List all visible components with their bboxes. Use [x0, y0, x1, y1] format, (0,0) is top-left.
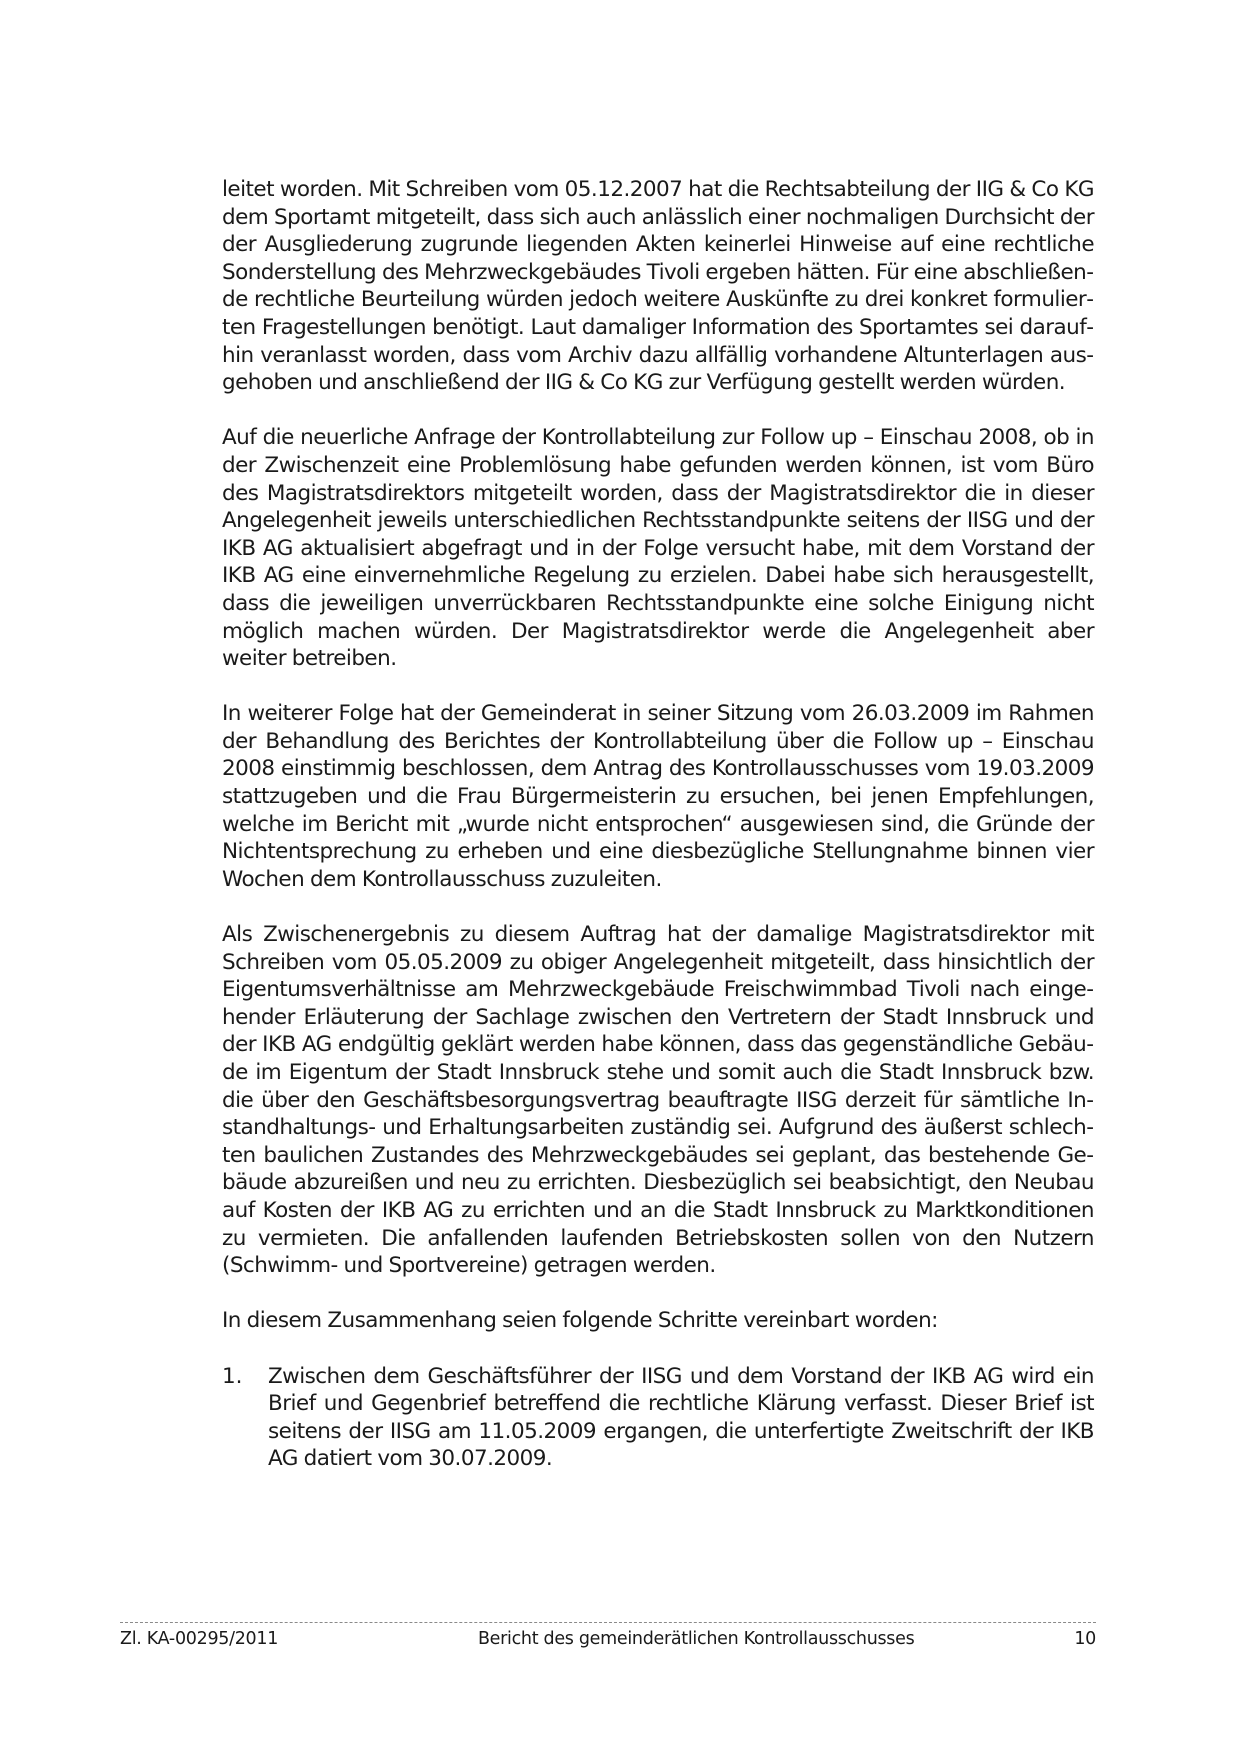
- paragraph-5: In diesem Zusammenhang seien folgende Schritte vereinbart worden:: [222, 1308, 938, 1334]
- paragraph-2: Auf die neuerliche Anfrage der Kontrollabteilung zur Follow up – Einschau 2008, ob in der Zwischenzeit eine Problemlösung habe gefunden werden können, ist vom Büro des Magistratsdirektors mitgeteilt worden, dass der Magistratsdirektor die in dieser Angelegenheit jeweils unterschiedlichen Rechtsstandpunkte seitens der IISG und der IKB AG aktualisiert abgefragt und in der Folge versucht habe, mit dem Vorstand der IKB AG eine einvernehmliche Regelung zu erzielen. Dabei habe sich herausgestellt, dass die jeweiligen unverrückbaren Rechtsstandpunkte eine solche Einigung nicht möglich machen würden. Der Magistratsdirektor werde die Angelegenheit aber weiter betreiben.: [222, 425, 1094, 672]
- footer-title: Bericht des gemeinderätlichen Kontrollausschusses: [477, 1629, 915, 1649]
- list-item-text: Zwischen dem Geschäftsführer der IISG und dem Vorstand der IKB AG wird ein Brief und Gegenbrief betreffend die rechtliche Klärung verfasst. Dieser Brief ist seitens der IISG am 11.05.2009 ergangen, die unterfertigte Zweitschrift der IKB AG datiert vom 30.07.2009.: [268, 1363, 1094, 1472]
- page-number: 10: [1074, 1629, 1096, 1649]
- list-item-number: 1.: [222, 1363, 243, 1389]
- footer-reference: Zl. KA-00295/2011: [120, 1629, 279, 1649]
- numbered-list: [222, 1363, 1094, 1473]
- paragraph-4: Als Zwischenergebnis zu diesem Auftrag hat der damalige Magistratsdirektor mit Schreiben vom 05.05.2009 zu obiger Angelegenheit mitgeteilt, dass hinsichtlich der Eigentumsverhältnisse am Mehrzweckgebäude Freischwimmbad Tivoli nach eingehender Erläuterung der Sachlage zwischen den Vertretern der Stadt Innsbruck und der IKB AG endgültig geklärt werden habe können, dass das gegenständliche Gebäude im Eigentum der Stadt Innsbruck stehe und somit auch die Stadt Innsbruck bzw. die über den Geschäftsbesorgungsvertrag beauftragte IISG derzeit für sämtliche Instandhaltungs- und Erhaltungsarbeiten zuständig sei. Aufgrund des äußerst schlechten baulichen Zustandes des Mehrzweckgebäudes sei geplant, das bestehende Gebäude abzureißen und neu zu errichten. Diesbezüglich sei beabsichtigt, den Neubau auf Kosten der IKB AG zu errichten und an die Stadt Innsbruck zu Marktkonditionen zu vermieten. Die anfallenden laufenden Betriebskosten sollen von den Nutzern (Schwimm- und Sportvereine) getragen werden.: [222, 922, 1094, 1279]
- document-body: [222, 176, 1094, 1473]
- footer-divider: [120, 1622, 1096, 1623]
- list-item: [222, 1363, 1094, 1473]
- page-footer: [120, 1628, 1096, 1650]
- paragraph-1: leitet worden. Mit Schreiben vom 05.12.2007 hat die Rechtsabteilung der IIG & Co KG dem Sportamt mitgeteilt, dass sich auch anlässlich einer nochmaligen Durchsicht der der Ausgliederung zugrunde liegenden Akten keinerlei Hinweise auf eine rechtliche Sonderstellung des Mehrzweckgebäudes Tivoli ergeben hätten. Für eine abschließende rechtliche Beurteilung würden jedoch weitere Auskünfte zu drei konkret formulierten Fragestellungen benötigt. Laut damaliger Information des Sportamtes sei daraufhin veranlasst worden, dass vom Archiv dazu allfällig vorhandene Altunterlagen ausgehoben und anschließend der IIG & Co KG zur Verfügung gestellt werden würden.: [222, 177, 1094, 396]
- paragraph-3: In weiterer Folge hat der Gemeinderat in seiner Sitzung vom 26.03.2009 im Rahmen der Behandlung des Berichtes der Kontrollabteilung über die Follow up – Einschau 2008 einstimmig beschlossen, dem Antrag des Kontrollausschusses vom 19.03.2009 stattzugeben und die Frau Bürgermeisterin zu ersuchen, bei jenen Empfehlungen, welche im Bericht mit „wurde nicht entsprochen“ ausgewiesen sind, die Gründe der Nichtentsprechung zu erheben und eine diesbezügliche Stellungnahme binnen vier Wochen dem Kontrollausschuss zuzuleiten.: [222, 701, 1094, 892]
